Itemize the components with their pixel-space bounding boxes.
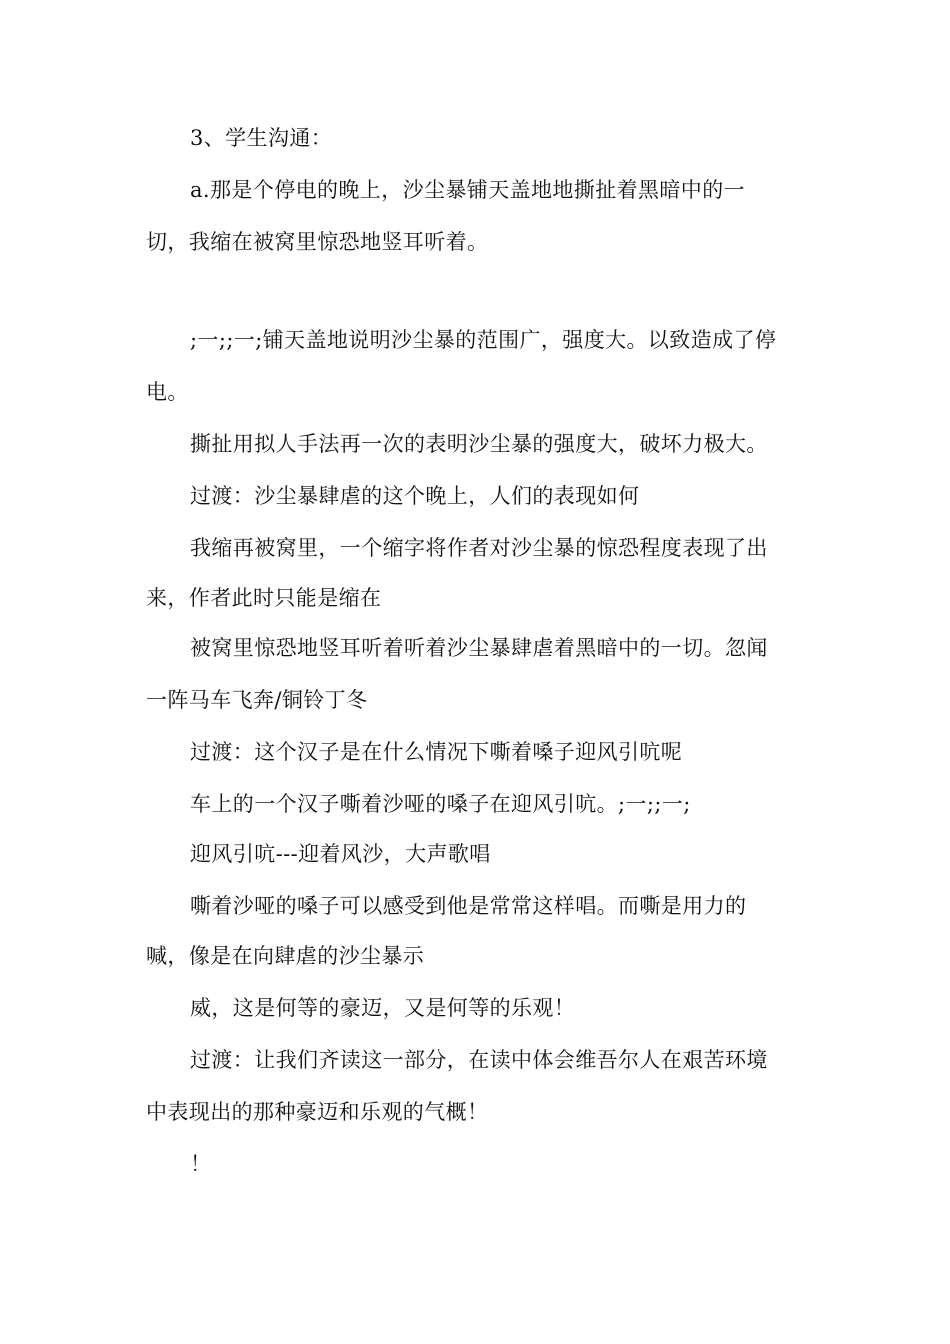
paragraph-line: 来，作者此时只能是缩在 (146, 586, 382, 610)
paragraph-line: a.那是个停电的晚上，沙尘暴铺天盖地地撕扯着黑暗中的一 (190, 178, 745, 202)
paragraph-line: 被窝里惊恐地竖耳听着听着沙尘暴肆虐着黑暗中的一切。忽闻 (190, 636, 768, 660)
transition-line: 过渡：让我们齐读这一部分，在读中体会维吾尔人在艰苦环境 (190, 1048, 768, 1072)
paragraph-line: 中表现出的那种豪迈和乐观的气概！ (146, 1100, 489, 1124)
paragraph-line: ！ (190, 1152, 212, 1176)
paragraph-line: 撕扯用拟人手法再一次的表明沙尘暴的强度大，破坏力极大。 (190, 432, 768, 456)
paragraph-line: 车上的一个汉子嘶着沙哑的嗓子在迎风引吭。;一;;一; (190, 792, 691, 816)
paragraph-line: 喊，像是在向肆虐的沙尘暴示 (146, 944, 425, 968)
paragraph-line: 电。 (146, 380, 189, 404)
paragraph-line: ;一;;一;铺天盖地说明沙尘暴的范围广，强度大。以致造成了停 (190, 328, 777, 352)
transition-line: 过渡：这个汉子是在什么情况下嘶着嗓子迎风引吭呢 (190, 740, 683, 764)
paragraph-line: 一阵马车飞奔/铜铃丁冬 (146, 688, 368, 712)
paragraph-line: 切，我缩在被窝里惊恐地竖耳听着。 (146, 230, 489, 254)
paragraph-line: 威，这是何等的豪迈，又是何等的乐观！ (190, 996, 576, 1020)
paragraph-line: 嘶着沙哑的嗓子可以感受到他是常常这样唱。而嘶是用力的 (190, 894, 747, 918)
paragraph-line: 迎风引吭---迎着风沙，大声歌唱 (190, 842, 491, 866)
section-heading: 3、学生沟通： (190, 126, 333, 150)
transition-line: 过渡：沙尘暴肆虐的这个晚上，人们的表现如何 (190, 484, 640, 508)
paragraph-line: 我缩再被窝里，一个缩字将作者对沙尘暴的惊恐程度表现了出 (190, 536, 768, 560)
